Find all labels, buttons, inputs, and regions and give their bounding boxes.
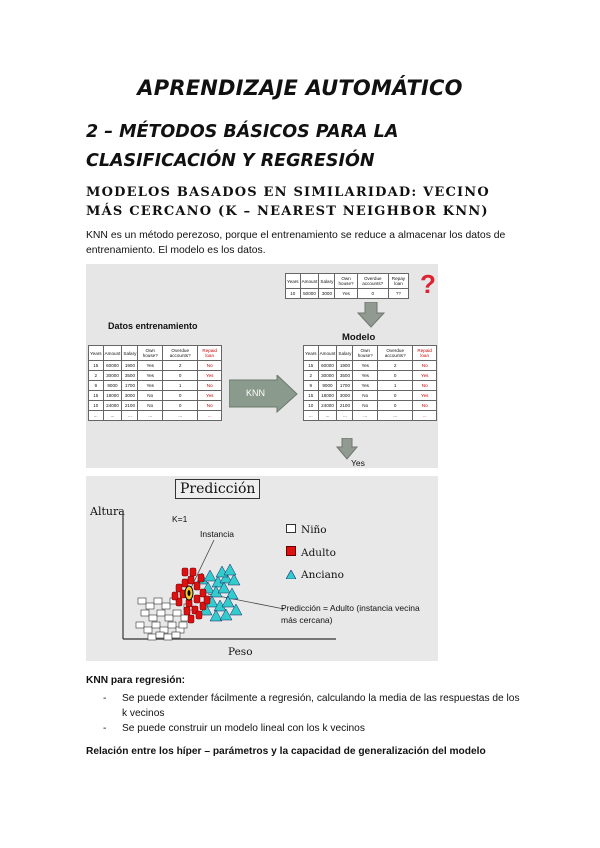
relation-heading: Relación entre los híper – parámetros y la capacidad de generalización del modelo [86, 746, 486, 757]
child-point [165, 615, 173, 621]
table-header-cell: Years [286, 274, 301, 289]
table-cell: 30000 [318, 371, 337, 381]
table-cell: 24000 [318, 401, 337, 411]
table-header-cell: Own house? [353, 346, 378, 361]
table-cell: ... [353, 411, 378, 421]
table-row [286, 289, 409, 299]
child-point [156, 632, 164, 638]
table-row [89, 381, 222, 391]
child-point [152, 622, 160, 628]
table-cell: Yes [198, 391, 222, 401]
table-cell: 1900 [337, 361, 353, 371]
adult-point [196, 611, 202, 619]
table-cell: No [413, 361, 437, 371]
table-cell: 10 [89, 401, 104, 411]
adult-point [188, 576, 194, 584]
legend-child: Niño [286, 519, 344, 542]
down-arrow-icon [336, 438, 358, 460]
table-header-cell: Overdue accounts? [163, 346, 198, 361]
prediction-figure [86, 476, 438, 661]
table-cell: ... [103, 411, 122, 421]
table-cell: 0 [163, 391, 198, 401]
table-cell: 15 [304, 361, 319, 371]
table-header-cell: Amount [318, 346, 337, 361]
adult-point [190, 568, 196, 576]
table-row [304, 411, 437, 421]
table-header-cell: Salary [337, 346, 353, 361]
legend-elder: Anciano [286, 564, 344, 587]
elder-point [204, 570, 216, 581]
child-point [162, 603, 170, 609]
table-row [304, 401, 437, 411]
table-cell: Yes [138, 361, 163, 371]
table-cell: 10 [286, 289, 301, 299]
knn-arrow-label: KNN [246, 388, 266, 398]
table-cell: ?? [388, 289, 408, 299]
child-point [172, 632, 180, 638]
table-cell: 2100 [337, 401, 353, 411]
down-arrow-icon [357, 302, 385, 328]
child-point [157, 610, 165, 616]
child-point [164, 634, 172, 640]
child-point [168, 622, 176, 628]
table-cell: No [413, 381, 437, 391]
table-cell: 50000 [300, 289, 319, 299]
child-point [173, 610, 181, 616]
child-point [141, 610, 149, 616]
child-point [154, 598, 162, 604]
scatter-plot [86, 476, 438, 661]
legend-adult: Adulto [286, 542, 344, 565]
adult-point [182, 568, 188, 576]
regression-heading: KNN para regresión: [86, 675, 186, 686]
table-cell: 1900 [122, 361, 138, 371]
elder-point [224, 564, 236, 575]
table-header-cell: Salary [122, 346, 138, 361]
adult-point [184, 607, 190, 615]
y-axis-label: Altura [90, 505, 125, 518]
x-axis-label: Peso [228, 646, 253, 658]
adult-point [172, 592, 178, 600]
training-data-label: Datos entrenamiento [108, 321, 198, 331]
table-cell: 9 [89, 381, 104, 391]
table-cell: Yes [413, 371, 437, 381]
table-cell: 3000 [122, 391, 138, 401]
table-header-cell: Years [304, 346, 319, 361]
table-cell: No [353, 401, 378, 411]
adult-point [194, 595, 200, 603]
table-cell: 60000 [103, 361, 122, 371]
table-header-cell: Amount [300, 274, 319, 289]
adult-point [188, 615, 194, 623]
table-row [304, 371, 437, 381]
table-cell: 24000 [103, 401, 122, 411]
table-cell: 1 [378, 381, 413, 391]
table-cell: 0 [357, 289, 388, 299]
table-cell: 2 [89, 371, 104, 381]
table-header-cell: Repay loan [388, 274, 408, 289]
table-cell: 3500 [337, 371, 353, 381]
table-header-cell: Own house? [335, 274, 357, 289]
table-cell: 2 [304, 371, 319, 381]
table-cell: 0 [163, 401, 198, 411]
subsection-title: MODELOS BASADOS EN SIMILARIDAD: VECINO MÁS CERCANO (K – NEAREST NEIGHBOR KNN) [86, 185, 490, 219]
model-label: Modelo [342, 332, 376, 343]
table-cell: Yes [138, 381, 163, 391]
list-item: - Se puede extender fácilmente a regresión, calculando la media de las respuestas de los k vecinos [103, 692, 523, 721]
adult-point [198, 574, 204, 582]
table-row [304, 361, 437, 371]
table-cell: Yes [335, 289, 357, 299]
table-cell: No [198, 381, 222, 391]
regression-list [103, 692, 523, 738]
table-header-cell: Years [89, 346, 104, 361]
table-row [89, 411, 222, 421]
table-cell: Yes [198, 371, 222, 381]
adult-point [182, 579, 188, 587]
table-cell: 15 [89, 391, 104, 401]
table-cell: ... [122, 411, 138, 421]
table-row [304, 391, 437, 401]
table-cell: 18000 [318, 391, 337, 401]
table-row [89, 401, 222, 411]
table-cell: 3000 [337, 391, 353, 401]
table-cell: 1700 [337, 381, 353, 391]
table-cell: 15 [304, 391, 319, 401]
table-cell: 18000 [103, 391, 122, 401]
table-row [89, 371, 222, 381]
table-cell: ... [304, 411, 319, 421]
instance-label: Instancia [200, 529, 235, 539]
table-cell: 60000 [318, 361, 337, 371]
model-table [303, 345, 437, 421]
adult-point [204, 596, 210, 604]
table-row [89, 391, 222, 401]
table-cell: Yes [138, 371, 163, 381]
table-cell: 2 [378, 361, 413, 371]
table-cell: ... [89, 411, 104, 421]
table-cell: 30000 [103, 371, 122, 381]
table-cell: Yes [353, 381, 378, 391]
child-point [179, 622, 187, 628]
table-cell: ... [378, 411, 413, 421]
table-cell: ... [413, 411, 437, 421]
child-point [146, 603, 154, 609]
table-cell: ... [198, 411, 222, 421]
table-cell: Yes [353, 361, 378, 371]
child-point [144, 627, 152, 633]
question-mark: ? [420, 269, 436, 299]
table-header-cell: Overdue accounts? [378, 346, 413, 361]
table-cell: 9000 [318, 381, 337, 391]
child-point [149, 615, 157, 621]
table-cell: No [138, 391, 163, 401]
table-cell: No [138, 401, 163, 411]
table-cell: 0 [378, 371, 413, 381]
training-table [88, 345, 222, 421]
table-cell: ... [138, 411, 163, 421]
table-cell: 9000 [103, 381, 122, 391]
table-cell: Yes [353, 371, 378, 381]
table-cell: 9 [304, 381, 319, 391]
table-cell: 2 [163, 361, 198, 371]
table-cell: 0 [163, 371, 198, 381]
table-header-cell: Repaid loan [198, 346, 222, 361]
table-cell: 1 [163, 381, 198, 391]
table-cell: 3000 [319, 289, 335, 299]
prediction-note: Predicción = Adulto (instancia vecina más cercana) [281, 603, 420, 625]
k-label: K=1 [172, 514, 188, 524]
table-cell: ... [337, 411, 353, 421]
table-cell: No [198, 361, 222, 371]
knn-model-figure [86, 264, 438, 468]
table-cell: ... [163, 411, 198, 421]
intro-paragraph: KNN es un método perezoso, porque el entrenamiento se reduce a almacenar los datos de entrenamiento. El modelo es los datos. [86, 230, 506, 256]
table-header-cell: Own house? [138, 346, 163, 361]
list-item: - Se puede construir un modelo lineal con los k vecinos [103, 722, 523, 737]
table-cell: 15 [89, 361, 104, 371]
child-point [138, 598, 146, 604]
table-cell: ... [318, 411, 337, 421]
query-table [285, 273, 409, 299]
prediction-title: Predicción [175, 479, 260, 499]
section-title: 2 – MÉTODOS BÁSICOS PARA LA CLASIFICACIÓN Y REGRESIÓN [86, 122, 399, 171]
adult-point [194, 582, 200, 590]
table-cell: 2100 [122, 401, 138, 411]
table-cell: 1700 [122, 381, 138, 391]
table-row [304, 381, 437, 391]
child-point [136, 622, 144, 628]
table-cell: No [413, 401, 437, 411]
table-header-cell: Overdue accounts? [357, 274, 388, 289]
table-cell: No [353, 391, 378, 401]
table-cell: Yes [413, 391, 437, 401]
table-cell: No [198, 401, 222, 411]
table-header-cell: Salary [319, 274, 335, 289]
table-cell: 0 [378, 401, 413, 411]
table-cell: 3500 [122, 371, 138, 381]
table-cell: 0 [378, 391, 413, 401]
table-header-cell: Repaid loan [413, 346, 437, 361]
table-header-cell: Amount [103, 346, 122, 361]
prediction-result: Yes [351, 458, 365, 468]
document-title: APRENDIZAJE AUTOMÁTICO [137, 76, 463, 100]
child-point [148, 634, 156, 640]
table-row [89, 361, 222, 371]
table-cell: 10 [304, 401, 319, 411]
